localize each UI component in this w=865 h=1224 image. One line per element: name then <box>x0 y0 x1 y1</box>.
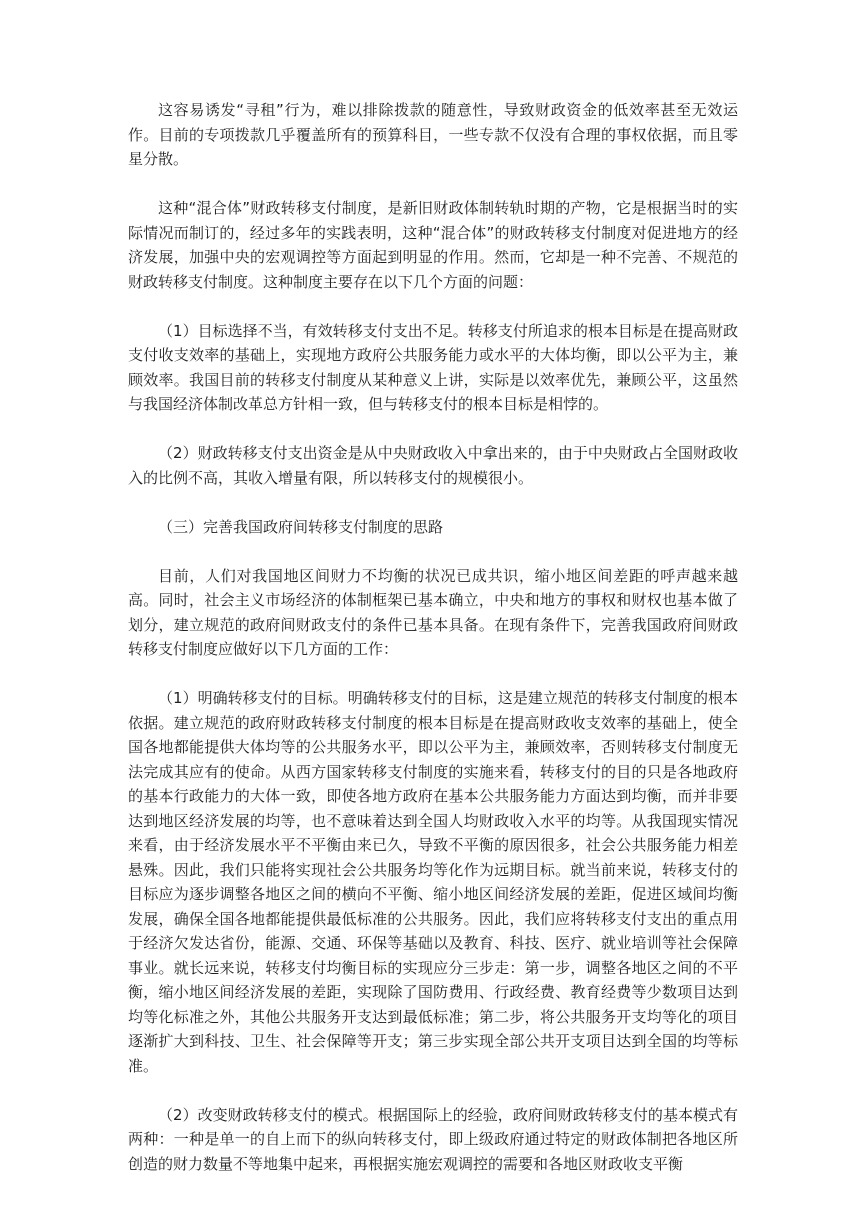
paragraph-rent-seeking: 这容易诱发“寻租”行为，难以排除拨款的随意性，导致财政资金的低效率甚至无效运作。目前的专项拨款几乎覆盖所有的预算科目，一些专款不仅没有合理的事权依据，而且零星分散。 <box>128 101 738 168</box>
paragraph-hybrid-system: 这种“混合体”财政转移支付制度，是新旧财政体制转轨时期的产物，它是根据当时的实际情况而制订的，经过多年的实践表明，这种“混合体”的财政转移支付制度对促进地方的经济发展，加强中央的宏观调控等方面起到明显的作用。然而，它却是一种不完善、不规范的财政转移支付制度。这种制度主要存在以下几个方面的问题： <box>128 199 738 291</box>
paragraph-current-situation: 目前，人们对我国地区间财力不均衡的状况已成共识，缩小地区间差距的呼声越来越高。同时，社会主义市场经济的体制框架已基本确立，中央和地方的事权和财权也基本做了划分，建立规范的政府间财政支付的条件已基本具备。在现有条件下，完善我国政府间财政转移支付制度应做好以下几方面的工作： <box>128 566 738 658</box>
paragraph-mode: （2）改变财政转移支付的模式。根据国际上的经验，政府间财政转移支付的基本模式有两种：一种是单一的自上而下的纵向转移支付，即上级政府通过特定的财政体制把各地区所创造的财力数量不等地集中起来，再根据实施宏观调控的需要和各地区财政收支平衡 <box>128 1105 738 1173</box>
section-heading: （三）完善我国政府间转移支付制度的思路 <box>158 517 444 536</box>
paragraph-problem-1: （1）目标选择不当，有效转移支付支出不足。转移支付所追求的根本目标是在提高财政支付收支效率的基础上，实现地方政府公共服务能力或水平的大体均衡，即以公平为主，兼顾效率。我国目前的转移支付制度从某种意义上讲，实际是以效率优先，兼顾公平，这虽然与我国经济体制改革总方针相一致，但与转移支付的根本目标是相悖的。 <box>128 321 738 413</box>
document-body <box>128 98 738 1201</box>
paragraph-problem-2: （2）财政转移支付支出资金是从中央财政收入中拿出来的，由于中央财政占全国财政收入的比例不高，其收入增量有限，所以转移支付的规模很小。 <box>128 444 738 487</box>
paragraph-goal: （1）明确转移支付的目标。明确转移支付的目标，这是建立规范的转移支付制度的根本依据。建立规范的政府财政转移支付制度的根本目标是在提高财政收支效率的基础上，使全国各地都能提供大体均等的公共服务水平，即以公平为主，兼顾效率，否则转移支付制度无法完成其应有的使命。从西方国家转移支付制度的实施来看，转移支付的目的只是各地政府的基本行政能力的大体一致，即使各地方政府在基本公共服务能力方面达到均衡，而并非要达到地区经济发展的均等，也不意味着达到全国人均财政收入水平的均等。从我国现实情况来看，由于经济发展水平不平衡由来已久，导致不平衡的原因很多，社会公共服务能力相差悬殊。因此，我们只能将实现社会公共服务均等化作为远期目标。就当前来说，转移支付的目标应为逐步调整各地区之间的横向不平衡、缩小地区间经济发展的差距，促进区域间均衡发展，确保全国各地都能提供最低标准的公共服务。因此，我们应将转移支付支出的重点用于经济欠发达省份，能源、交通、环保等基础以及教育、科技、医疗、就业培训等社会保障事业。就长远来说，转移支付均衡目标的实现应分三步走：第一步，调整各地区之间的不平衡，缩小地区间经济发展的差距，实现除了国防费用、行政经费、教育经费等少数项目达到均等化标准之外，其他公共服务开支达到最低标准；第二步，将公共服务开支均等化的项目逐渐扩大到科技、卫生、社会保障等开支；第三步实现全部公共开支项目达到全国的均等标准。 <box>128 689 738 1075</box>
